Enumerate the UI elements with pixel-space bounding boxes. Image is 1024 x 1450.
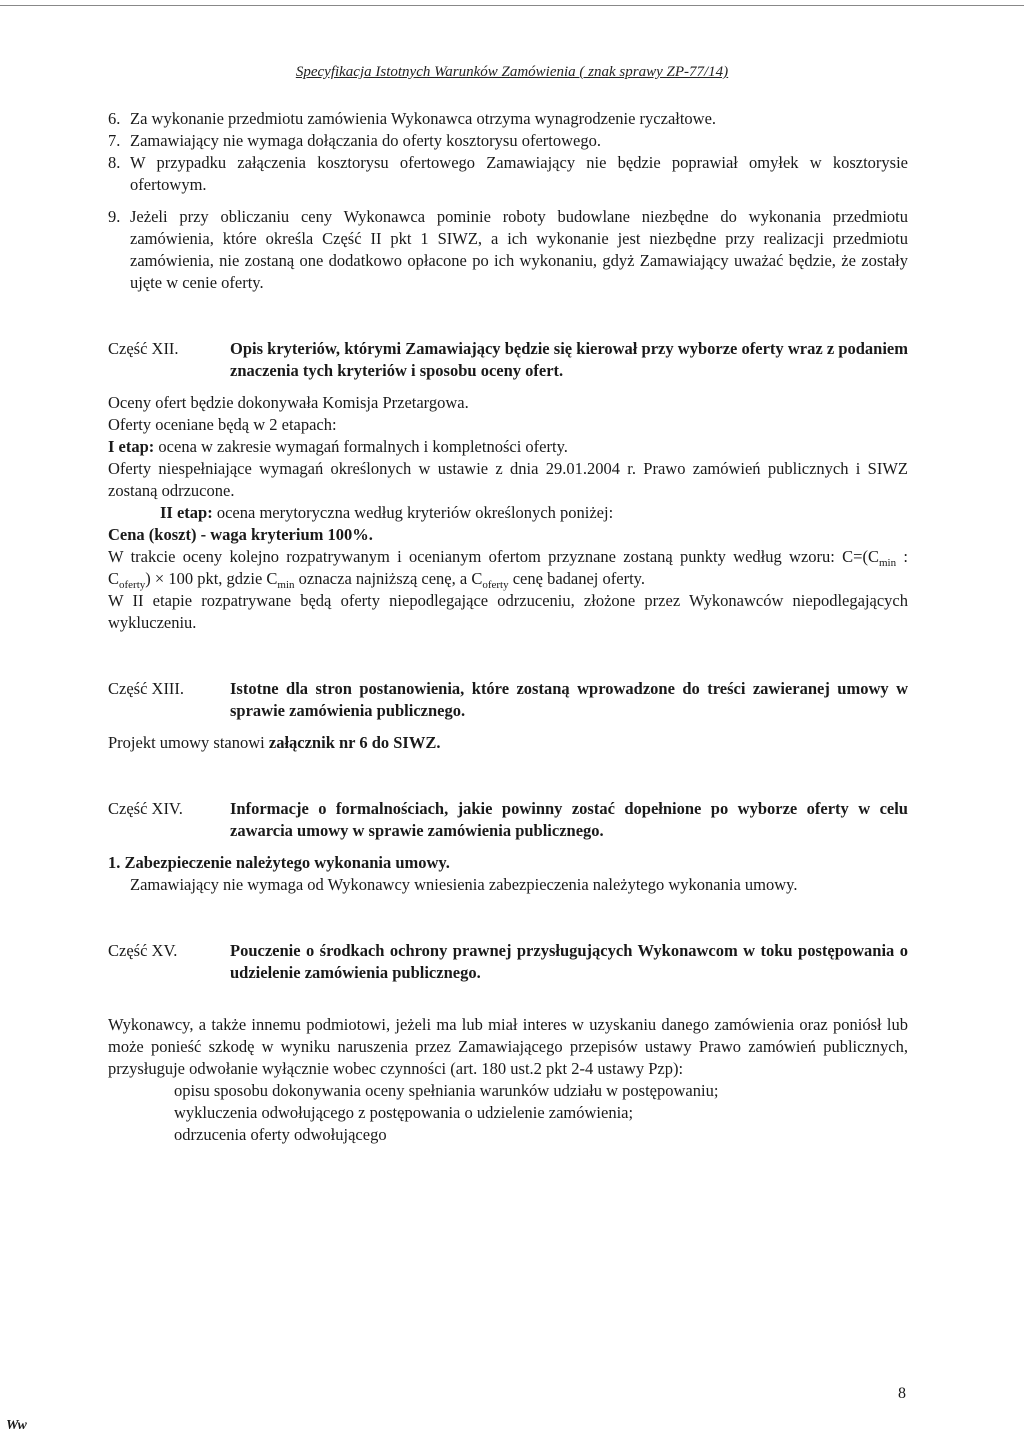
running-header: Specyfikacja Istotnych Warunków Zamówienia ( znak sprawy ZP-77/14)	[295, 64, 729, 80]
item-number: 7.	[108, 131, 121, 150]
paragraph: Oferty oceniane będą w 2 etapach:	[108, 415, 337, 434]
item-text: W przypadku załączenia kosztorysu ofertowego Zamawiający nie będzie poprawiał omyłek w kosztorysie ofertowym.	[130, 153, 908, 194]
paragraph	[108, 732, 908, 754]
formula-text: ) × 100 pkt, gdzie C	[145, 569, 278, 588]
item-number: 9.	[108, 207, 121, 226]
subscript-min: min	[277, 579, 295, 591]
cena-criterion: Cena (koszt) - waga kryterium 100%.	[108, 525, 373, 544]
list-item: wykluczenia odwołującego z postępowania o udzielenie zamówienia;	[174, 1103, 634, 1122]
item-text: Jeżeli przy obliczaniu ceny Wykonawca pominie roboty budowlane niezbędne do wykonania przedmiotu zamówienia, które określa Część II pkt 1 SIWZ, a ich wykonanie jest niezbędne przy realizacji przedmiotu zamówienia, nie zostaną one dodatkowo opłacone po ich wykonaniu, gdyż Zamawiający uważać będzie, że zostały ujęte w cenie oferty.	[130, 207, 908, 292]
section-heading-xiv	[108, 798, 908, 842]
paragraph: Oceny ofert będzie dokonywała Komisja Przetargowa.	[108, 393, 469, 412]
section-label: Część XIV.	[108, 799, 183, 818]
section-heading-xiii	[108, 678, 908, 722]
page-number: 8	[898, 1385, 906, 1402]
section-title: Pouczenie o środkach ochrony prawnej przysługujących Wykonawcom w toku postępowania o udzielenie zamówienia publicznego.	[230, 941, 908, 982]
list-item: opisu sposobu dokonywania oceny spełniania warunków udziału w postępowaniu;	[174, 1081, 719, 1100]
subscript-oferty: oferty	[482, 579, 509, 591]
formula-text: : C	[108, 547, 908, 588]
section-title: Informacje o formalnościach, jakie powinny zostać dopełnione po wyborze oferty w celu zawarcia umowy w sprawie zamówienia publicznego.	[230, 799, 908, 840]
formula-text: cenę badanej oferty.	[508, 569, 645, 588]
paragraph: Zamawiający nie wymaga od Wykonawcy wniesienia zabezpieczenia należytego wykonania umowy.	[130, 875, 798, 894]
paragraph: Wykonawcy, a także innemu podmiotowi, jeżeli ma lub miał interes w uzyskaniu danego zamówienia oraz poniósł lub może ponieść szkodę w wyniku naruszenia przez Zamawiającego przepisów ustawy Prawo zamówień publicznych, przysługuje odwołanie wyłącznie wobec czynności (art. 180 ust.2 pkt 2-4 ustawy Pzp):	[108, 1015, 908, 1078]
paragraph-text: Projekt umowy stanowi	[108, 733, 269, 752]
section-title: Istotne dla stron postanowienia, które zostaną wprowadzone do treści zawieranej umowy w sprawie zamówienia publicznego.	[230, 679, 908, 720]
subsection-heading: 1. Zabezpieczenie należytego wykonania umowy.	[108, 853, 450, 872]
formula-text: W trakcie oceny kolejno rozpatrywanym i ocenianym ofertom przyznane zostaną punkty według wzoru: C=(C	[108, 547, 879, 566]
page-body	[108, 108, 908, 1146]
list-item	[108, 206, 908, 294]
list-item	[108, 108, 908, 130]
section-label: Część XV.	[108, 941, 178, 960]
item-text: Zamawiający nie wymaga dołączania do oferty kosztorysu ofertowego.	[130, 131, 601, 150]
subscript-min: min	[878, 557, 897, 569]
section-label: Część XIII.	[108, 679, 185, 698]
section-label: Część XII.	[108, 339, 179, 358]
section-heading-xv	[108, 940, 908, 984]
etap-text: ocena w zakresie wymagań formalnych i kompletności oferty.	[154, 437, 568, 456]
list-item	[108, 130, 908, 152]
formula-text: oznacza najniższą cenę, a C	[294, 569, 483, 588]
formula-paragraph	[108, 546, 908, 590]
section-heading-xii	[108, 338, 908, 382]
section-title: Opis kryteriów, którymi Zamawiający będzie się kierował przy wyborze oferty wraz z podaniem znaczenia tych kryteriów i sposobu oceny ofert.	[230, 339, 908, 380]
subscript-oferty: oferty	[119, 579, 146, 591]
paragraph: W II etapie rozpatrywane będą oferty niepodlegające odrzuceniu, złożone przez Wykonawców niepodlegających wykluczeniu.	[108, 591, 908, 632]
item-text: Za wykonanie przedmiotu zamówienia Wykonawca otrzyma wynagrodzenie ryczałtowe.	[130, 109, 717, 128]
etap-label: II etap:	[160, 503, 213, 522]
paragraph: Oferty niespełniające wymagań określonych w ustawie z dnia 29.01.2004 r. Prawo zamówień publicznych i SIWZ zostaną odrzucone.	[108, 459, 908, 500]
list-item	[108, 152, 908, 196]
etap-text: ocena merytoryczna według kryteriów określonych poniżej:	[212, 503, 614, 522]
etap-label: I etap:	[108, 437, 155, 456]
list-item: odrzucenia oferty odwołującego	[174, 1125, 387, 1144]
etap-2	[108, 502, 908, 524]
corner-mark: Ww	[6, 1418, 26, 1433]
remedy-list	[108, 1080, 908, 1146]
item-number: 6.	[108, 109, 121, 128]
etap-1	[108, 436, 908, 458]
item-number: 8.	[108, 153, 121, 172]
top-rule	[0, 5, 1024, 6]
attachment-reference: załącznik nr 6 do SIWZ.	[268, 733, 441, 752]
